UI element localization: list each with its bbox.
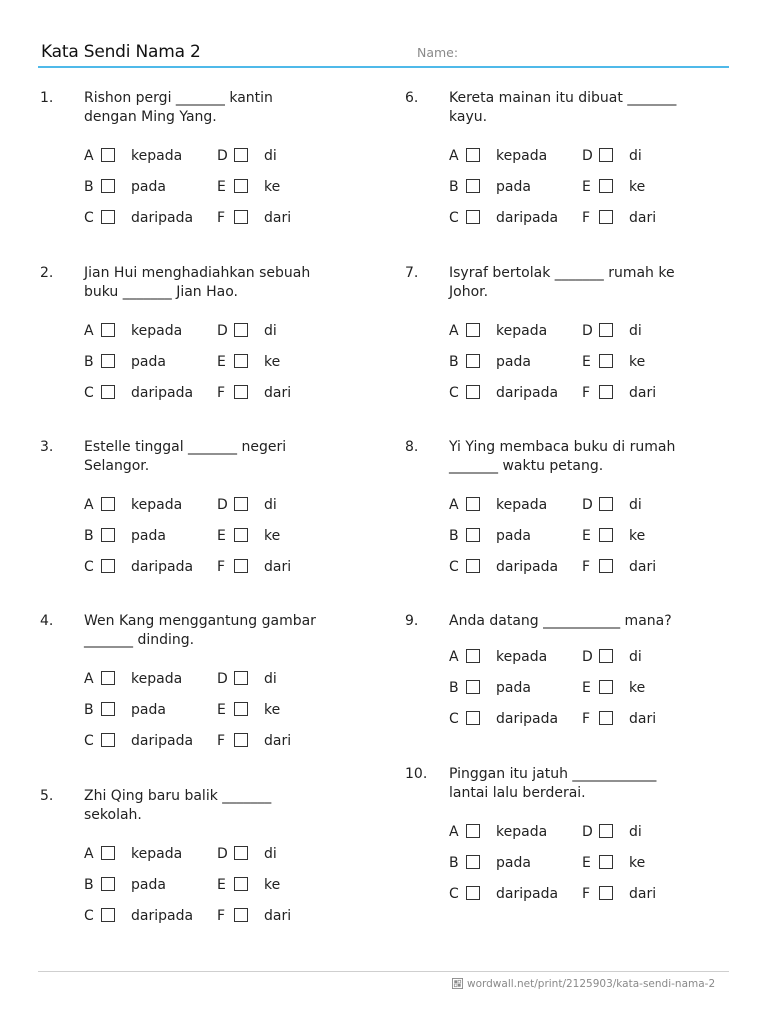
option-checkbox[interactable] xyxy=(466,559,480,573)
option-checkbox[interactable] xyxy=(466,711,480,725)
option-letter: B xyxy=(84,354,94,370)
question-text xyxy=(449,264,719,302)
option-checkbox[interactable] xyxy=(599,210,613,224)
footer-source xyxy=(452,978,715,990)
option-letter: A xyxy=(449,824,459,840)
option-checkbox[interactable] xyxy=(101,179,115,193)
option-word: kepada xyxy=(496,148,548,164)
question-text-line: Anda datang ___________ mana? xyxy=(449,613,672,629)
option-word: dari xyxy=(629,711,657,727)
option-letter: A xyxy=(84,671,94,687)
question-text-line: Wen Kang menggantung gambar xyxy=(84,613,316,629)
option-word: kepada xyxy=(496,323,548,339)
question-text-line: Estelle tinggal _______ negeri xyxy=(84,439,287,455)
option-word: kepada xyxy=(131,671,183,687)
question-text xyxy=(84,438,354,476)
question-text-line: _______ dinding. xyxy=(84,632,195,648)
option-letter: D xyxy=(217,846,228,862)
option-checkbox[interactable] xyxy=(101,323,115,337)
question-text-line: Rishon pergi _______ kantin xyxy=(84,90,273,106)
option-word: dari xyxy=(629,886,657,902)
option-word: dari xyxy=(264,733,292,749)
option-letter: C xyxy=(84,733,94,749)
worksheet-title: Kata Sendi Nama 2 xyxy=(41,42,201,62)
option-checkbox[interactable] xyxy=(599,354,613,368)
option-word: ke xyxy=(629,528,646,544)
option-letter: A xyxy=(84,323,94,339)
option-letter: A xyxy=(449,497,459,513)
option-checkbox[interactable] xyxy=(234,179,248,193)
option-word: pada xyxy=(131,528,166,544)
option-letter: D xyxy=(582,323,593,339)
option-checkbox[interactable] xyxy=(466,323,480,337)
option-letter: D xyxy=(582,148,593,164)
option-checkbox[interactable] xyxy=(234,354,248,368)
option-checkbox[interactable] xyxy=(234,846,248,860)
option-checkbox[interactable] xyxy=(599,649,613,663)
question-text-line: sekolah. xyxy=(84,807,142,823)
option-checkbox[interactable] xyxy=(466,680,480,694)
option-letter: E xyxy=(217,179,226,195)
option-checkbox[interactable] xyxy=(234,733,248,747)
option-letter: F xyxy=(582,210,591,226)
option-word: pada xyxy=(496,354,531,370)
option-checkbox[interactable] xyxy=(234,385,248,399)
option-checkbox[interactable] xyxy=(599,323,613,337)
option-letter: F xyxy=(582,711,591,727)
question-text-line: Pinggan itu jatuh ____________ xyxy=(449,766,657,782)
header-divider xyxy=(38,66,729,68)
question-number: 10. xyxy=(405,766,428,782)
option-letter: C xyxy=(449,886,459,902)
option-letter: C xyxy=(84,908,94,924)
option-word: daripada xyxy=(496,559,559,575)
question-text xyxy=(84,264,354,302)
option-word: daripada xyxy=(496,210,559,226)
option-checkbox[interactable] xyxy=(599,528,613,542)
option-word: pada xyxy=(496,528,531,544)
option-word: pada xyxy=(496,680,531,696)
option-word: pada xyxy=(496,179,531,195)
question-number: 5. xyxy=(40,788,54,804)
option-letter: A xyxy=(449,323,459,339)
option-word: pada xyxy=(496,855,531,871)
option-checkbox[interactable] xyxy=(234,323,248,337)
option-checkbox[interactable] xyxy=(101,385,115,399)
option-word: daripada xyxy=(131,385,194,401)
option-word: dari xyxy=(264,385,292,401)
option-letter: B xyxy=(84,179,94,195)
option-checkbox[interactable] xyxy=(101,148,115,162)
question-text xyxy=(84,612,354,650)
wordwall-logo-icon xyxy=(452,978,463,989)
option-checkbox[interactable] xyxy=(599,148,613,162)
question-text-line: dengan Ming Yang. xyxy=(84,109,217,125)
option-letter: E xyxy=(582,528,591,544)
option-letter: F xyxy=(217,385,226,401)
option-checkbox[interactable] xyxy=(234,148,248,162)
option-checkbox[interactable] xyxy=(466,385,480,399)
option-checkbox[interactable] xyxy=(234,908,248,922)
option-checkbox[interactable] xyxy=(599,680,613,694)
option-letter: C xyxy=(449,711,459,727)
option-word: kepada xyxy=(496,649,548,665)
name-label: Name: xyxy=(417,45,459,60)
option-checkbox[interactable] xyxy=(599,559,613,573)
option-letter: D xyxy=(217,148,228,164)
option-letter: C xyxy=(84,385,94,401)
option-checkbox[interactable] xyxy=(234,671,248,685)
option-letter: A xyxy=(449,649,459,665)
option-word: di xyxy=(629,148,642,164)
option-word: daripada xyxy=(496,886,559,902)
question-text-line: Johor. xyxy=(449,284,489,300)
option-checkbox[interactable] xyxy=(599,179,613,193)
question-text-line: Yi Ying membaca buku di rumah xyxy=(449,439,676,455)
option-checkbox[interactable] xyxy=(466,886,480,900)
option-checkbox[interactable] xyxy=(234,210,248,224)
option-letter: C xyxy=(449,385,459,401)
option-word: di xyxy=(264,497,277,513)
option-checkbox[interactable] xyxy=(466,855,480,869)
option-word: kepada xyxy=(131,148,183,164)
option-word: dari xyxy=(264,559,292,575)
option-word: ke xyxy=(629,354,646,370)
option-checkbox[interactable] xyxy=(466,497,480,511)
question-text xyxy=(84,89,354,127)
option-letter: A xyxy=(84,497,94,513)
footer-divider xyxy=(38,971,729,972)
question-text-line: Jian Hui menghadiahkan sebuah xyxy=(84,265,311,281)
question-text-line: Zhi Qing baru balik _______ xyxy=(84,788,272,804)
option-word: dari xyxy=(629,385,657,401)
footer-url: wordwall.net/print/2125903/kata-sendi-nama-2 xyxy=(467,978,716,990)
option-letter: F xyxy=(217,210,226,226)
option-checkbox[interactable] xyxy=(466,528,480,542)
option-checkbox[interactable] xyxy=(101,497,115,511)
option-checkbox[interactable] xyxy=(101,877,115,891)
option-checkbox[interactable] xyxy=(101,671,115,685)
option-letter: E xyxy=(217,702,226,718)
option-checkbox[interactable] xyxy=(466,148,480,162)
option-letter: B xyxy=(84,528,94,544)
option-letter: E xyxy=(582,855,591,871)
option-word: ke xyxy=(629,179,646,195)
option-word: pada xyxy=(131,179,166,195)
option-letter: B xyxy=(84,877,94,893)
option-letter: B xyxy=(449,179,459,195)
option-word: daripada xyxy=(131,733,194,749)
question-number: 6. xyxy=(405,90,419,106)
question-text-line: Isyraf bertolak _______ rumah ke xyxy=(449,265,675,281)
option-letter: F xyxy=(217,733,226,749)
question-number: 8. xyxy=(405,439,419,455)
option-letter: C xyxy=(84,559,94,575)
option-letter: C xyxy=(84,210,94,226)
question-number: 9. xyxy=(405,613,419,629)
option-letter: E xyxy=(217,354,226,370)
option-letter: A xyxy=(84,148,94,164)
option-letter: B xyxy=(449,354,459,370)
option-checkbox[interactable] xyxy=(234,877,248,891)
option-letter: D xyxy=(217,671,228,687)
option-word: di xyxy=(264,671,277,687)
option-word: pada xyxy=(131,702,166,718)
option-checkbox[interactable] xyxy=(101,528,115,542)
question-number: 1. xyxy=(40,90,54,106)
option-word: kepada xyxy=(131,846,183,862)
option-word: daripada xyxy=(131,210,194,226)
question-text-line: lantai lalu berderai. xyxy=(449,785,586,801)
question-text xyxy=(449,438,719,476)
option-word: di xyxy=(264,148,277,164)
option-letter: A xyxy=(84,846,94,862)
option-word: daripada xyxy=(496,711,559,727)
option-word: pada xyxy=(131,354,166,370)
option-letter: E xyxy=(217,528,226,544)
option-word: ke xyxy=(264,877,281,893)
option-letter: E xyxy=(217,877,226,893)
option-word: di xyxy=(264,846,277,862)
option-letter: F xyxy=(582,385,591,401)
option-word: ke xyxy=(629,680,646,696)
option-checkbox[interactable] xyxy=(101,354,115,368)
option-checkbox[interactable] xyxy=(466,210,480,224)
question-text-line: Kereta mainan itu dibuat _______ xyxy=(449,90,677,106)
option-checkbox[interactable] xyxy=(101,733,115,747)
option-word: ke xyxy=(629,855,646,871)
option-checkbox[interactable] xyxy=(101,210,115,224)
option-checkbox[interactable] xyxy=(234,528,248,542)
option-checkbox[interactable] xyxy=(101,846,115,860)
option-word: di xyxy=(629,323,642,339)
option-word: di xyxy=(629,497,642,513)
option-checkbox[interactable] xyxy=(466,824,480,838)
option-word: pada xyxy=(131,877,166,893)
question-text-line: Selangor. xyxy=(84,458,150,474)
option-letter: F xyxy=(582,886,591,902)
option-checkbox[interactable] xyxy=(599,711,613,725)
option-word: daripada xyxy=(131,908,194,924)
option-letter: B xyxy=(449,855,459,871)
option-checkbox[interactable] xyxy=(101,702,115,716)
question-text-line: buku _______ Jian Hao. xyxy=(84,284,239,300)
question-text-line: _______ waktu petang. xyxy=(449,458,604,474)
option-checkbox[interactable] xyxy=(599,497,613,511)
option-word: dari xyxy=(629,559,657,575)
question-number: 2. xyxy=(40,265,54,281)
option-checkbox[interactable] xyxy=(599,385,613,399)
option-letter: D xyxy=(217,497,228,513)
option-letter: A xyxy=(449,148,459,164)
option-letter: D xyxy=(217,323,228,339)
option-checkbox[interactable] xyxy=(234,559,248,573)
option-word: kepada xyxy=(131,323,183,339)
option-word: di xyxy=(264,323,277,339)
question-text xyxy=(449,765,719,803)
option-checkbox[interactable] xyxy=(466,354,480,368)
option-word: dari xyxy=(264,210,292,226)
question-number: 4. xyxy=(40,613,54,629)
option-letter: B xyxy=(449,680,459,696)
option-checkbox[interactable] xyxy=(599,855,613,869)
question-number: 3. xyxy=(40,439,54,455)
question-text xyxy=(449,612,719,631)
question-text xyxy=(84,787,354,825)
option-letter: C xyxy=(449,559,459,575)
option-word: ke xyxy=(264,354,281,370)
option-word: daripada xyxy=(131,559,194,575)
option-word: kepada xyxy=(496,824,548,840)
option-letter: E xyxy=(582,680,591,696)
option-letter: B xyxy=(84,702,94,718)
option-checkbox[interactable] xyxy=(101,908,115,922)
option-checkbox[interactable] xyxy=(466,649,480,663)
option-word: di xyxy=(629,824,642,840)
option-letter: F xyxy=(217,559,226,575)
option-checkbox[interactable] xyxy=(599,824,613,838)
option-letter: E xyxy=(582,179,591,195)
option-letter: F xyxy=(582,559,591,575)
option-checkbox[interactable] xyxy=(234,702,248,716)
option-letter: D xyxy=(582,824,593,840)
option-word: ke xyxy=(264,702,281,718)
option-word: ke xyxy=(264,528,281,544)
question-text-line: kayu. xyxy=(449,109,488,125)
question-text xyxy=(449,89,719,127)
option-checkbox[interactable] xyxy=(466,179,480,193)
option-letter: D xyxy=(582,497,593,513)
option-letter: D xyxy=(582,649,593,665)
question-number: 7. xyxy=(405,265,419,281)
option-letter: B xyxy=(449,528,459,544)
option-checkbox[interactable] xyxy=(234,497,248,511)
option-word: dari xyxy=(264,908,292,924)
option-word: ke xyxy=(264,179,281,195)
option-letter: E xyxy=(582,354,591,370)
option-checkbox[interactable] xyxy=(599,886,613,900)
option-letter: C xyxy=(449,210,459,226)
option-word: kepada xyxy=(131,497,183,513)
option-word: dari xyxy=(629,210,657,226)
option-word: kepada xyxy=(496,497,548,513)
option-word: daripada xyxy=(496,385,559,401)
option-word: di xyxy=(629,649,642,665)
option-letter: F xyxy=(217,908,226,924)
option-checkbox[interactable] xyxy=(101,559,115,573)
